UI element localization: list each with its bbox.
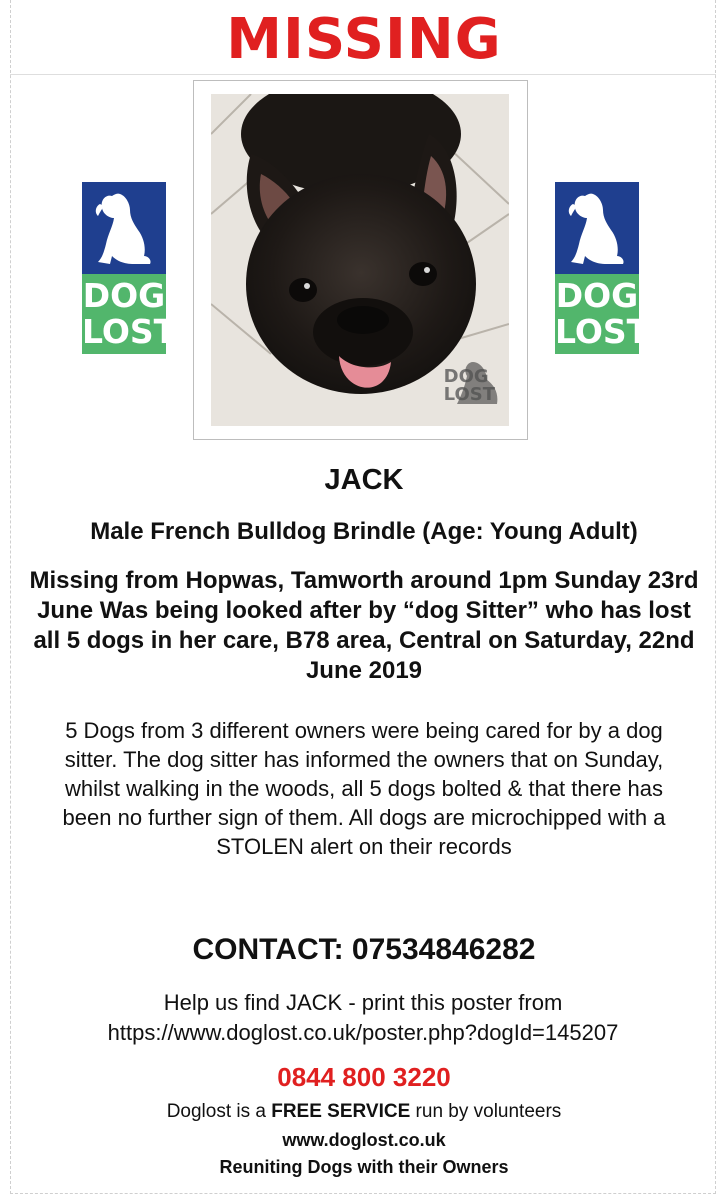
free-service-bold: FREE SERVICE [271, 1101, 411, 1122]
watermark-line1: DOG [443, 366, 489, 387]
free-prefix: Doglost is a [166, 1101, 272, 1122]
logo-text-line2: LOST [555, 312, 650, 351]
dog-photo [211, 94, 509, 426]
logo-text [82, 274, 177, 354]
logo-text-line1: DOG [555, 276, 639, 315]
logo-dog-panel [82, 182, 166, 274]
dog-photo-frame [193, 80, 528, 440]
doglost-logo-right [555, 182, 650, 354]
logo-text-line2: LOST [82, 312, 177, 351]
title-divider [10, 74, 716, 75]
logo-dog-panel [555, 182, 639, 274]
contact-number: CONTACT: 07534846282 [192, 933, 536, 966]
watermark-line2: LOST [443, 384, 495, 405]
free-suffix: run by volunteers [410, 1101, 562, 1122]
poster-url-link[interactable]: https://www.doglost.co.uk/poster.php?dogId=145207 [107, 1020, 619, 1045]
doglost-phone: 0844 800 3220 [277, 1062, 451, 1092]
photo-watermark [444, 368, 495, 404]
help-text [10, 988, 716, 1048]
doglost-logo-left [82, 182, 177, 354]
tagline: Reuniting Dogs with their Owners [219, 1157, 509, 1177]
website-link[interactable]: www.doglost.co.uk [282, 1130, 446, 1150]
description-text: 5 Dogs from 3 different owners were being cared for by a dog sitter. The dog sitter has informed the owners that on Sunday, whilst walking in the woods, all 5 dogs bolted & that there has been no further sign of them. All dogs are microchipped with a STOLEN alert on their records [62, 718, 666, 859]
logo-text-line1: DOG [82, 276, 166, 315]
sitting-dog-icon [82, 182, 166, 274]
logo-text [555, 274, 650, 354]
missing-details: Missing from Hopwas, Tamworth around 1pm Sunday 23rd June Was being looked after by “dog Sitter” who has lost all 5 dogs in her care, B78 area, Central on Saturday, 22nd June 2019 [29, 567, 699, 684]
breed-line: Male French Bulldog Brindle (Age: Young Adult) [90, 518, 638, 545]
sitting-dog-icon [555, 182, 639, 274]
help-line: Help us find JACK - print this poster from [163, 990, 563, 1015]
poster-title: MISSING [226, 7, 502, 72]
dog-name: JACK [324, 464, 404, 496]
free-service-line [0, 1101, 728, 1123]
